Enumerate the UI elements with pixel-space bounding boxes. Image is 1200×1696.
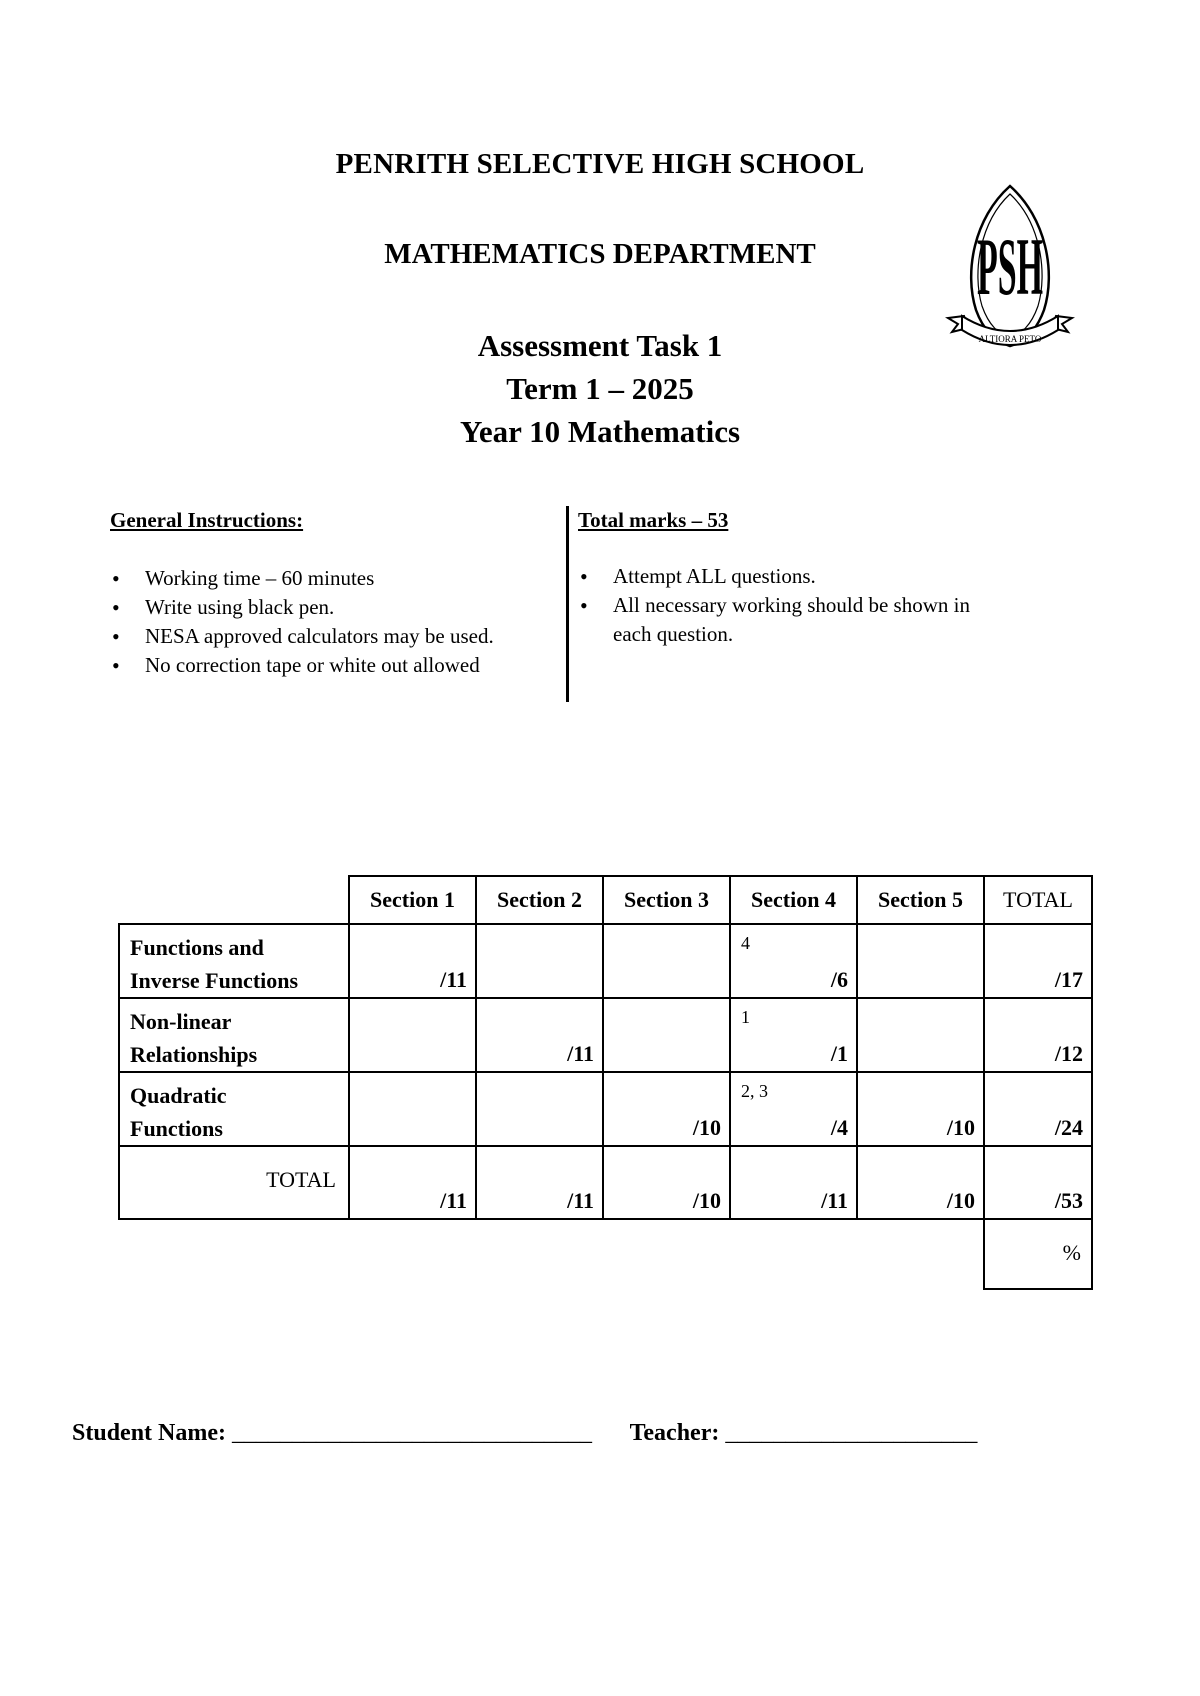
total-cell: /10 [603, 1146, 730, 1219]
table-row [119, 1072, 1092, 1146]
mark-cell [476, 924, 603, 998]
column-header: Section 3 [603, 876, 730, 924]
task-title: Assessment Task 1 [477, 328, 723, 363]
mark-cell: /10 [857, 1072, 984, 1146]
student-name-field[interactable]: ______________________________ [232, 1420, 592, 1446]
table-total-row [119, 1146, 1092, 1219]
crest-motto: ALTIORA PETO [978, 334, 1042, 344]
column-header: Section 4 [730, 876, 857, 924]
mark-cell [603, 924, 730, 998]
mark-cell: /12 [984, 998, 1092, 1072]
instruction-item: • All necessary working should be shown in each question. [578, 591, 978, 649]
mark-cell [476, 1072, 603, 1146]
mark-cell [349, 1072, 476, 1146]
mark-cell [603, 998, 730, 1072]
instruction-item: • No correction tape or white out allowed [110, 651, 570, 680]
mark-cell: 1 /1 [730, 998, 857, 1072]
teacher-name-field[interactable]: _____________________ [725, 1420, 978, 1446]
column-header: TOTAL [984, 876, 1092, 924]
column-header: Section 5 [857, 876, 984, 924]
total-cell: /11 [476, 1146, 603, 1219]
general-instructions-title: General Instructions: [110, 508, 304, 532]
mark-cell [857, 924, 984, 998]
mark-cell: 4 /6 [730, 924, 857, 998]
term-title: Term 1 – 2025 [506, 371, 694, 406]
total-label: TOTAL [119, 1146, 349, 1219]
column-header: Section 2 [476, 876, 603, 924]
total-cell: /11 [349, 1146, 476, 1219]
percent-row [119, 1219, 1092, 1289]
school-name: PENRITH SELECTIVE HIGH SCHOOL [335, 148, 865, 180]
table-row [119, 924, 1092, 998]
total-marks-panel [578, 506, 978, 649]
total-cell: /53 [984, 1146, 1092, 1219]
total-marks-title: Total marks – 53 [578, 508, 729, 532]
mark-cell: /10 [603, 1072, 730, 1146]
table-row [119, 998, 1092, 1072]
crest-initials: PSH [977, 221, 1043, 312]
course-title: Year 10 Mathematics [459, 414, 741, 449]
table-header-row [119, 876, 1092, 924]
mark-cell: /24 [984, 1072, 1092, 1146]
instruction-item: • NESA approved calculators may be used. [110, 622, 570, 651]
school-crest-logo [942, 182, 1078, 368]
total-cell: /11 [730, 1146, 857, 1219]
department-name: MATHEMATICS DEPARTMENT [384, 238, 816, 270]
total-cell: /10 [857, 1146, 984, 1219]
instructions-divider [566, 506, 569, 702]
instruction-item: • Write using black pen. [110, 593, 570, 622]
row-label: Quadratic Functions [119, 1072, 349, 1146]
instruction-item: • Working time – 60 minutes [110, 564, 570, 593]
mark-cell: /17 [984, 924, 1092, 998]
teacher-label: Teacher: [629, 1420, 720, 1446]
marks-table [118, 875, 1093, 1290]
row-label: Non-linear Relationships [119, 998, 349, 1072]
general-instructions [110, 506, 570, 680]
percent-cell: % [984, 1219, 1092, 1289]
mark-cell: /11 [349, 924, 476, 998]
mark-cell: /11 [476, 998, 603, 1072]
student-name-label: Student Name: [72, 1420, 226, 1446]
mark-cell [349, 998, 476, 1072]
instruction-item: • Attempt ALL questions. [578, 562, 978, 591]
column-header: Section 1 [349, 876, 476, 924]
table-corner [119, 876, 349, 924]
signature-line [72, 1420, 977, 1447]
mark-cell [857, 998, 984, 1072]
mark-cell: 2, 3 /4 [730, 1072, 857, 1146]
row-label: Functions and Inverse Functions [119, 924, 349, 998]
